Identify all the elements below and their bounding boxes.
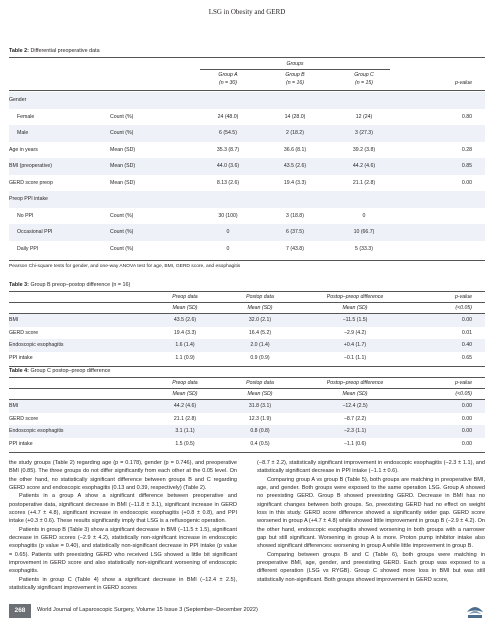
table3-subheader: Mean (SD) — [247, 305, 273, 311]
page-footer — [9, 604, 485, 622]
table4-header: Postop data — [246, 380, 274, 386]
table2-cell-b: 3 (18.8) — [286, 212, 304, 219]
table2-row-label: BMI (preoperative) — [9, 163, 52, 169]
body-left-column — [9, 459, 237, 593]
table3-row-label: PPI intake — [9, 354, 33, 361]
table2-row-label: No PPI — [17, 212, 34, 219]
table2-cell-c: 39.2 (3.8) — [352, 146, 376, 153]
table2-col-a-n: (n = 30) — [218, 80, 238, 86]
table2-title: Differential preoperative data — [30, 48, 100, 54]
table2-cell-a: 30 (100) — [218, 212, 238, 219]
table2-row-stat: Mean (SD) — [110, 146, 136, 153]
table4-cell-post: 12.3 (1.9) — [248, 415, 272, 422]
table2-top-rule — [9, 57, 485, 58]
table2-row-label: Gender — [9, 97, 27, 103]
table2-cell-a: 44.0 (3.6) — [216, 163, 240, 169]
table4-subheader-p: (<0.05) — [455, 391, 472, 397]
table4-cell-pre: 3.1 (1.1) — [175, 428, 195, 434]
table2-cell-b: 2 (18.2) — [286, 130, 304, 136]
table2-footnote: Pearson Chi-square tests for gender, and one-way ANOVA test for age, BMI, GERD score, and esophagitis — [9, 264, 241, 269]
publisher-logo-icon — [465, 602, 485, 620]
table4-cell-pre: 44.2 (4.6) — [173, 403, 197, 409]
table4-cell-pre: 21.1 (2.8) — [173, 415, 197, 422]
table2-groups-header: Groups — [286, 61, 304, 67]
table2-cell-a: 24 (48.0) — [217, 113, 239, 120]
table3-row-label: GERD score — [9, 329, 39, 336]
table3-cell-post: 0.9 (0.9) — [250, 354, 270, 361]
table2-row-band — [9, 191, 485, 208]
table3-subheader-p: (<0.05) — [455, 305, 472, 311]
body-paragraph: Comparing group A vs group B (Table 5), both groups are matching in preoperative BMI, age, and gender. Both groups were exposed to the same operation LSG. Group A showed no preexisting GERD. Group B showed preexisting GERD. Decrease in BMI has no significant changes between both groups. So, preexisting GERD had no effect on weight loss in this study. GERD score difference showed a significantly wider gap. GERD score worsened in group A (+4.7 ± 4.8) while showed little improvement in group B (−2.9 ± 4.2). On the other hand, endoscopic esophagitis showed worsening in both groups with a narrower gap but still significant. Worsening in group A is more. Proton pump inhibitor intake also showed significant differences: worsening in group A while little improvement in group B. — [257, 476, 485, 550]
table2-cell-a: 0 — [226, 245, 230, 252]
journal-citation: World Journal of Laparoscopic Surgery, Volume 15 Issue 3 (September–December 2022) — [37, 607, 258, 613]
table3-top-rule — [9, 291, 485, 292]
table3-header-p: p-value — [454, 294, 472, 300]
table3-cell-pre: 19.4 (3.3) — [173, 329, 197, 336]
table2-row-stat: Count (%) — [110, 229, 134, 235]
table3-cell-diff: +0.4 (1.7) — [343, 342, 367, 348]
body-paragraph: (−8.7 ± 2.2), statistically significant improvement in endoscopic esophagitis (−2.3 ± 1.1), and statistically significant decrease in PPI intake (−1.1 ± 0.6). — [257, 460, 485, 475]
table2-cell-c: 12 (24) — [355, 113, 373, 120]
table3-cell-pre: 43.5 (2.6) — [173, 317, 197, 323]
table3-cell-pre: 1.1 (0.9) — [175, 354, 195, 361]
table2-cell-c: 0 — [362, 212, 366, 219]
table2-cell-a: 6 (54.5) — [219, 130, 237, 136]
table2-cell-p: 0.80 — [461, 113, 472, 120]
table2-cell-p: 0.00 — [461, 179, 472, 186]
table2-cell-b: 14 (28.0) — [284, 113, 306, 120]
table4-header: Postop–preop difference — [326, 380, 384, 386]
table2-cell-p: 0.85 — [461, 163, 472, 169]
table4-row-label: BMI — [9, 403, 19, 409]
table4-header-p: p-value — [454, 380, 472, 386]
body-paragraph: Patients in group C (Table 4) show a significant decrease in BMI (−12.4 ± 2.5), statistically significant improvement in GERD scores — [9, 576, 237, 592]
table3-bottom-rule — [9, 366, 485, 367]
table4-cell-p: 0.00 — [461, 415, 472, 422]
table4-subheader: Mean (SD) — [172, 391, 198, 397]
table2-col-a: Group A — [218, 72, 238, 78]
table3-cell-p: 0.40 — [461, 342, 472, 348]
table3-cell-post: 2.0 (1.4) — [250, 342, 270, 348]
table4-cell-p: 0.00 — [461, 403, 472, 409]
table3-cell-post: 32.0 (2.1) — [248, 317, 272, 323]
table2-cell-p: 0.28 — [461, 146, 472, 153]
table4-cell-diff: −1.1 (0.6) — [343, 440, 367, 447]
table3-cell-post: 16.4 (5.2) — [248, 329, 272, 336]
page-number: 268 — [9, 604, 31, 618]
table2-row-stat: Mean (SD) — [110, 163, 136, 169]
table2-cell-c: 5 (33.3) — [355, 245, 373, 252]
table3-header: Postop data — [246, 294, 274, 300]
table2-row-label: Female — [17, 113, 35, 120]
table2-row-band — [9, 92, 485, 109]
table4-header-rule — [9, 388, 485, 389]
table3-cell-pre: 1.6 (1.4) — [175, 342, 195, 348]
table2-cell-b: 7 (43.8) — [286, 245, 304, 252]
body-right-column — [257, 459, 485, 584]
table2-caption — [9, 48, 100, 54]
table2-row-label: GERD score preop — [9, 179, 53, 186]
table4-row-label: PPI intake — [9, 440, 33, 447]
table3-cell-diff: −11.5 (1.5) — [342, 317, 368, 323]
table2-col-p: p-value — [454, 80, 472, 86]
table4-top-rule — [9, 377, 485, 378]
table3-row-label: Endoscopic esophagitis — [9, 342, 64, 348]
body-paragraph: Patients in group B (Table 3) show a significant decrease in BMI (−11.5 ± 1.5), significant decrease in GERD scores (−2.9 ± 4.2), statistically non-significant increase in endoscopic esophagitis (p value = 0.40), and statistically non-significant decrease in PPI intake (p value = 0.65). Patients with preexisting GERD who received LSG showed a little bit significant improvement in GERD score and also statistically non-significant worsening of endoscopic esophagitis. — [9, 526, 237, 575]
table2-row-stat: Count (%) — [110, 212, 134, 219]
table2-col-b-n: (n = 16) — [285, 80, 305, 86]
table4-subheader: Mean (SD) — [342, 391, 368, 397]
table4-cell-diff: −8.7 (2.2) — [343, 415, 367, 422]
table3-cell-diff: −2.9 (4.2) — [343, 329, 367, 336]
table2-cell-b: 43.5 (2.6) — [283, 163, 307, 169]
table4-bottom-rule — [9, 452, 485, 453]
table3-cell-p: 0.65 — [461, 354, 472, 361]
table2-row-label: Daily PPI — [17, 245, 39, 252]
table2-row-label: Age in years — [9, 146, 38, 153]
table2-col-c: Group C — [354, 72, 374, 78]
body-paragraph: the study groups (Table 2) regarding age (p = 0.178), gender (p = 0.746), and preoperative BMI (0.85). The three groups do not differ significantly from each other at the 0.05 level. On the other hand, no statistically significant difference between groups B and C regarding GERD score and endoscopic esophagitis (0.13 and 0.39, respectively) (Table 2). — [9, 460, 237, 492]
table2-cell-b: 6 (37.5) — [286, 229, 304, 235]
table2-cell-b: 19.4 (3.3) — [283, 179, 307, 186]
table4-label: Table 4: — [9, 368, 29, 374]
table3-header: Postop–preop difference — [326, 294, 384, 300]
table2-cell-a: 0 — [226, 229, 230, 235]
table3-row-label: BMI — [9, 317, 19, 323]
table2-row-stat: Count (%) — [110, 245, 134, 252]
table3-label: Table 3: — [9, 282, 29, 288]
table2-header-rule — [9, 90, 485, 91]
table2-row-stat: Mean (SD) — [110, 179, 136, 186]
table3-header: Preop data — [172, 294, 198, 300]
table3-subheader: Mean (SD) — [342, 305, 368, 311]
table4-cell-post: 31.8 (3.1) — [248, 403, 272, 409]
table4-row-label: GERD score — [9, 415, 39, 422]
table2-cell-a: 8.13 (2.6) — [216, 179, 240, 186]
table4-cell-diff: −12.4 (2.5) — [342, 403, 368, 409]
table4-cell-post: 0.8 (0.8) — [250, 428, 270, 434]
table4-title: Group C postop–preop difference — [30, 368, 111, 374]
table4-row-label: Endoscopic esophagitis — [9, 428, 64, 434]
table4-cell-p: 0.00 — [461, 428, 472, 434]
table3-cell-p: 0.00 — [461, 317, 472, 323]
table3-title: Group B preop–postop difference (n = 16) — [30, 282, 131, 288]
table2-cell-c: 44.2 (4.6) — [352, 163, 376, 169]
table4-subheader: Mean (SD) — [247, 391, 273, 397]
table2-row-label: Occasional PPI — [17, 229, 53, 235]
table2-cell-b: 36.6 (8.1) — [283, 146, 307, 153]
table2-col-c-n: (n = 15) — [354, 80, 374, 86]
table2-label: Table 2: — [9, 48, 29, 54]
table4-header: Preop data — [172, 380, 198, 386]
table3-cell-p: 0.01 — [461, 329, 472, 336]
running-header: LSG in Obesity and GERD — [208, 8, 286, 16]
table4-cell-pre: 1.5 (0.5) — [175, 440, 195, 447]
table2-row-stat: Count (%) — [110, 130, 134, 136]
table3-cell-diff: −0.1 (1.1) — [343, 354, 367, 361]
table2-row-label: Preop PPI intake — [9, 196, 48, 202]
table2-cell-c: 21.1 (2.8) — [352, 179, 376, 186]
body-paragraph: Patients in a group A show a significant difference between preoperative and postoperative data, significant decrease in BMI (−11.8 ± 3.1), significant increase in GERD scores (+4.7 ± 4.8), significant increase in endoscopic esophagitis (+0.8 ± 0.8), and PPI intake (+0.3 ± 0.6). These results significantly imply that LSG is a refluxogenic operation. — [9, 493, 237, 525]
table4-cell-post: 0.4 (0.5) — [250, 440, 270, 447]
table3-caption — [9, 282, 130, 288]
table2-row-stat: Count (%) — [110, 113, 134, 120]
table2-cell-a: 35.3 (8.7) — [216, 146, 240, 153]
table2-cell-c: 10 (66.7) — [353, 229, 375, 235]
table2-row-label: Male — [17, 130, 29, 136]
table3-header-rule — [9, 302, 485, 303]
table3-subheader: Mean (SD) — [172, 305, 198, 311]
table4-cell-diff: −2.3 (1.1) — [343, 428, 367, 434]
table2-col-b: Group B — [285, 72, 305, 78]
body-paragraph: Comparing between groups B and C (Table 6), both groups were matching in preoperative BMI, age, gender, and preexisting GERD. Each group was exposed to a different operation (LSG vs RYGB). Group C showed more loss in BMI but was still statistically non-significant. Both groups showed improvement in GERD score, — [257, 551, 485, 583]
table2-bottom-rule — [9, 260, 485, 261]
table2-cell-c: 3 (27.3) — [355, 130, 373, 136]
table2-groups-rule — [200, 69, 390, 70]
table4-caption — [9, 368, 110, 374]
table4-cell-p: 0.00 — [461, 440, 472, 447]
